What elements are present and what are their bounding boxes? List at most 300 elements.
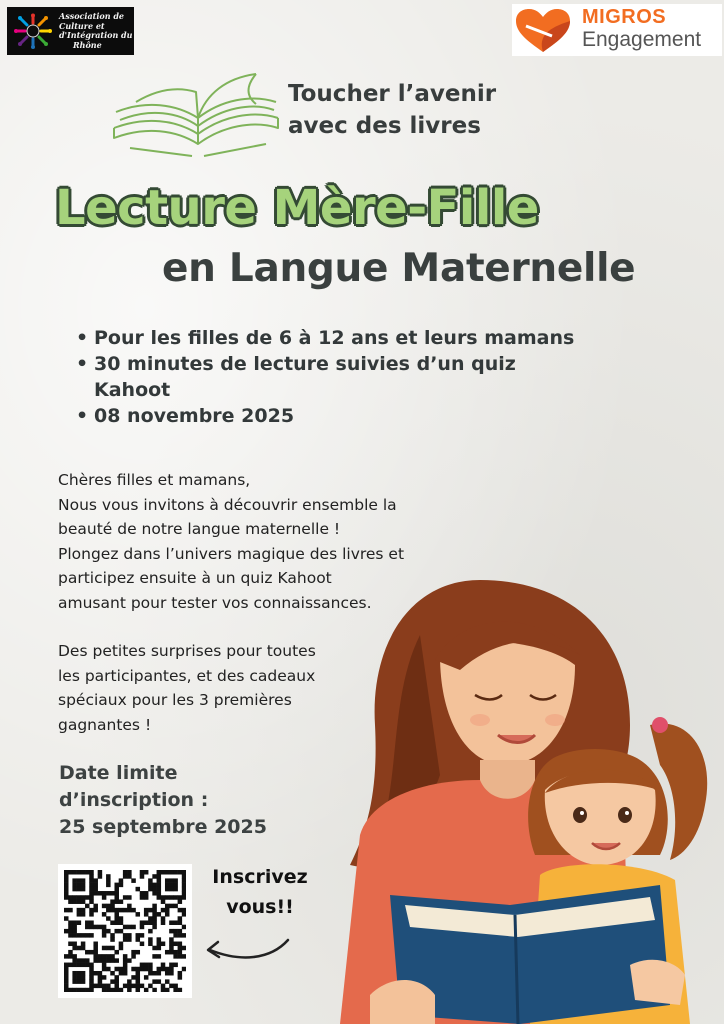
qr-module (161, 963, 166, 968)
qr-module (165, 895, 170, 900)
qr-module (72, 963, 77, 968)
qr-module (152, 883, 157, 888)
qr-module (106, 916, 111, 921)
qr-module (178, 954, 183, 959)
qr-module (102, 967, 107, 972)
qr-module (127, 984, 132, 989)
migros-brand-text: MIGROS (582, 6, 667, 28)
qr-module (102, 933, 107, 938)
qr-module (89, 984, 94, 989)
qr-module (182, 908, 186, 913)
qr-module (169, 895, 174, 900)
qr-module (72, 870, 77, 875)
qr-module (68, 933, 73, 938)
qr-module (173, 954, 178, 959)
qr-module (161, 870, 166, 875)
qr-module (72, 971, 77, 976)
letter-line: spéciaux pour les 3 premières (58, 691, 292, 709)
qr-module (178, 916, 183, 921)
qr-module (85, 950, 90, 955)
qr-module (81, 883, 86, 888)
qr-module (136, 979, 141, 984)
qr-module (106, 967, 111, 972)
qr-module (173, 895, 178, 900)
qr-module (93, 887, 98, 892)
qr-module (114, 979, 119, 984)
qr-module (106, 874, 111, 879)
qr-module (152, 988, 157, 992)
qr-module (106, 954, 111, 959)
qr-module (72, 883, 77, 888)
qr-module (140, 870, 145, 875)
qr-module (131, 954, 136, 959)
qr-module (110, 937, 115, 942)
qr-module (72, 954, 77, 959)
migros-engagement-logo (512, 4, 722, 56)
qr-module (64, 870, 69, 875)
letter-line: Des petites surprises pour toutes (58, 642, 316, 660)
qr-module (140, 963, 145, 968)
qr-module (119, 971, 124, 976)
qr-module (77, 975, 82, 980)
qr-module (72, 925, 77, 930)
qr-module (173, 929, 178, 934)
qr-module (144, 988, 149, 992)
qr-module (102, 946, 107, 951)
qr-module (119, 946, 124, 951)
qr-module (148, 878, 153, 883)
qr-module (165, 908, 170, 913)
qr-module (68, 925, 73, 930)
qr-module (161, 895, 166, 900)
migros-sub-text: Engagement (582, 28, 702, 51)
qr-module (165, 979, 170, 984)
qr-module (178, 929, 183, 934)
qr-module (169, 950, 174, 955)
qr-module (72, 895, 77, 900)
qr-module (157, 874, 162, 879)
qr-module (114, 958, 119, 963)
qr-module (157, 946, 162, 951)
qr-module (165, 878, 170, 883)
deadline-line: 25 septembre 2025 (59, 816, 267, 838)
qr-module (131, 975, 136, 980)
qr-module (178, 899, 183, 904)
qr-module (131, 984, 136, 989)
qr-module (110, 920, 115, 925)
qr-module (148, 908, 153, 913)
cta-line: vous!! (226, 896, 294, 918)
qr-module (136, 975, 141, 980)
qr-module (152, 979, 157, 984)
qr-module (93, 878, 98, 883)
qr-module (110, 954, 115, 959)
qr-module (68, 950, 73, 955)
qr-module (64, 984, 69, 989)
qr-module (77, 895, 82, 900)
qr-module (178, 971, 183, 976)
qr-module (89, 878, 94, 883)
qr-module (173, 920, 178, 925)
qr-module (72, 920, 77, 925)
qr-module (110, 946, 115, 951)
qr-module (81, 988, 86, 992)
qr-module (148, 887, 153, 892)
qr-module (89, 988, 94, 992)
qr-module (144, 908, 149, 913)
qr-module (114, 929, 119, 934)
qr-module (77, 883, 82, 888)
qr-module (89, 912, 94, 917)
qr-module (77, 988, 82, 992)
qr-module (152, 891, 157, 896)
qr-module (182, 895, 186, 900)
qr-module (123, 967, 128, 972)
qr-module (169, 984, 174, 989)
letter-line: les participantes, et des cadeaux (58, 666, 316, 685)
qr-module (152, 887, 157, 892)
qr-module (173, 883, 178, 888)
qr-module (72, 975, 77, 980)
qr-module (127, 937, 132, 942)
qr-module (89, 899, 94, 904)
qr-module (173, 942, 178, 947)
qr-module (114, 916, 119, 921)
qr-module (140, 891, 145, 896)
qr-module (178, 975, 183, 980)
qr-module (77, 946, 82, 951)
association-name-line: Culture et (59, 20, 105, 31)
qr-module (72, 933, 77, 938)
qr-module (64, 895, 69, 900)
qr-module (182, 883, 186, 888)
qr-module (89, 883, 94, 888)
qr-module (169, 967, 174, 972)
qr-module (81, 887, 86, 892)
qr-module (123, 895, 128, 900)
qr-module (64, 954, 69, 959)
qr-module (123, 954, 128, 959)
qr-module (98, 979, 103, 984)
subtitle: en Langue Maternelle (162, 246, 636, 291)
qr-module (93, 950, 98, 955)
qr-module (136, 971, 141, 976)
qr-module (136, 988, 141, 992)
qr-module (182, 878, 186, 883)
tagline-line: Toucher l’avenir (288, 81, 497, 107)
qr-module (106, 929, 111, 934)
qr-module (81, 870, 86, 875)
qr-module (98, 984, 103, 989)
qr-module (114, 883, 119, 888)
qr-module (102, 912, 107, 917)
deadline-line: Date limite (59, 762, 178, 784)
qr-module (131, 925, 136, 930)
qr-module (119, 916, 124, 921)
qr-module (144, 967, 149, 972)
qr-module (127, 925, 132, 930)
qr-module (152, 912, 157, 917)
qr-module (157, 895, 162, 900)
qr-module (144, 891, 149, 896)
qr-module (77, 878, 82, 883)
qr-module (106, 984, 111, 989)
qr-module (123, 937, 128, 942)
qr-module (152, 904, 157, 909)
qr-module (127, 895, 132, 900)
qr-module (77, 908, 82, 913)
qr-module (64, 971, 69, 976)
qr-module (81, 895, 86, 900)
qr-module (119, 899, 124, 904)
qr-module (102, 988, 107, 992)
qr-module (169, 883, 174, 888)
qr-module (110, 899, 115, 904)
qr-module (123, 933, 128, 938)
qr-module (173, 950, 178, 955)
qr-module (119, 883, 124, 888)
qr-module (102, 895, 107, 900)
qr-module (93, 946, 98, 951)
qr-module (169, 963, 174, 968)
qr-module (89, 950, 94, 955)
association-name (59, 12, 133, 50)
event-details-list (72, 325, 612, 429)
qr-module (98, 975, 103, 980)
signup-call-to-action (205, 862, 315, 922)
qr-module (152, 946, 157, 951)
qr-module (68, 988, 73, 992)
qr-module (110, 979, 115, 984)
qr-module (68, 954, 73, 959)
qr-module (157, 937, 162, 942)
qr-module (119, 920, 124, 925)
qr-module (169, 920, 174, 925)
qr-module (106, 891, 111, 896)
qr-module (136, 912, 141, 917)
qr-module (165, 971, 170, 976)
qr-module (157, 942, 162, 947)
qr-module (89, 874, 94, 879)
heart-logo-icon (512, 6, 574, 56)
qr-code[interactable] (58, 864, 192, 998)
qr-module (178, 942, 183, 947)
qr-module (64, 916, 69, 921)
qr-module (169, 937, 174, 942)
qr-module (182, 870, 186, 875)
tagline-line: avec des livres (288, 113, 481, 139)
qr-module (152, 916, 157, 921)
qr-module (161, 916, 166, 921)
qr-module (72, 988, 77, 992)
association-logo (7, 7, 134, 55)
qr-module (123, 908, 128, 913)
qr-module (165, 904, 170, 909)
qr-module (140, 933, 145, 938)
qr-module (140, 925, 145, 930)
qr-module (148, 963, 153, 968)
qr-module (102, 963, 107, 968)
qr-module (173, 870, 178, 875)
qr-module (136, 933, 141, 938)
list-item: • 08 novembre 2025 (72, 403, 612, 429)
qr-module (161, 984, 166, 989)
qr-module (178, 920, 183, 925)
association-name-line: d'Intégration du (59, 30, 133, 40)
qr-module (98, 925, 103, 930)
qr-module (173, 904, 178, 909)
qr-module (157, 883, 162, 888)
qr-module (85, 963, 90, 968)
qr-module (169, 929, 174, 934)
qr-module (173, 887, 178, 892)
qr-module (178, 988, 183, 992)
qr-module (178, 908, 183, 913)
letter-line: Chères filles et mamans, (58, 471, 251, 489)
qr-module (178, 946, 183, 951)
qr-module (110, 971, 115, 976)
qr-module (68, 929, 73, 934)
qr-module (106, 883, 111, 888)
qr-module (64, 963, 69, 968)
qr-module (77, 899, 82, 904)
qr-module (123, 963, 128, 968)
qr-module (157, 878, 162, 883)
qr-module (152, 920, 157, 925)
qr-module (102, 984, 107, 989)
association-name-line: Rhône (73, 39, 102, 50)
qr-module (148, 984, 153, 989)
qr-module (64, 874, 69, 879)
qr-module (152, 971, 157, 976)
qr-module (68, 920, 73, 925)
qr-module (114, 984, 119, 989)
qr-module (152, 954, 157, 959)
qr-module (114, 899, 119, 904)
qr-module (98, 958, 103, 963)
qr-module (148, 971, 153, 976)
qr-module (148, 883, 153, 888)
qr-module (161, 899, 166, 904)
qr-module (182, 925, 186, 930)
qr-module (81, 971, 86, 976)
qr-module (93, 984, 98, 989)
qr-module (114, 908, 119, 913)
letter-line: Plongez dans l’univers magique des livres et (58, 544, 405, 563)
qr-module (102, 925, 107, 930)
association-name-line: Association de (59, 11, 124, 21)
qr-module (89, 975, 94, 980)
qr-module (89, 870, 94, 875)
qr-module (102, 975, 107, 980)
qr-module (81, 963, 86, 968)
qr-module (165, 887, 170, 892)
qr-module (127, 874, 132, 879)
qr-module (165, 967, 170, 972)
qr-module (114, 891, 119, 896)
qr-module (81, 979, 86, 984)
qr-module (169, 971, 174, 976)
qr-module (173, 984, 178, 989)
qr-module (77, 979, 82, 984)
qr-module (165, 912, 170, 917)
qr-module (148, 929, 153, 934)
qr-module (102, 954, 107, 959)
qr-module (85, 958, 90, 963)
qr-module (72, 979, 77, 984)
qr-module (72, 887, 77, 892)
qr-module (89, 979, 94, 984)
qr-module (140, 967, 145, 972)
qr-module (77, 887, 82, 892)
qr-module (127, 870, 132, 875)
qr-module (157, 887, 162, 892)
qr-module (182, 891, 186, 896)
open-book-icon (106, 72, 282, 162)
qr-module (161, 920, 166, 925)
letter-line: Nous vous invitons à découvrir ensemble la (58, 495, 397, 514)
qr-module (93, 891, 98, 896)
qr-module (131, 950, 136, 955)
qr-module (77, 870, 82, 875)
qr-module (68, 963, 73, 968)
qr-module (127, 908, 132, 913)
qr-module (144, 975, 149, 980)
qr-module (106, 908, 111, 913)
qr-module (182, 946, 186, 951)
qr-module (169, 887, 174, 892)
qr-module (157, 870, 162, 875)
qr-module (81, 975, 86, 980)
letter-line: beauté de notre langue maternelle ! (58, 520, 341, 538)
qr-module (85, 920, 90, 925)
qr-module (136, 984, 141, 989)
qr-module (148, 920, 153, 925)
qr-module (81, 946, 86, 951)
qr-module (136, 967, 141, 972)
qr-module (161, 942, 166, 947)
qr-module (64, 878, 69, 883)
list-item: • Pour les filles de 6 à 12 ans et leurs mamans (72, 325, 612, 351)
letter-line: participez ensuite à un quiz Kahoot (58, 569, 332, 587)
qr-module (98, 874, 103, 879)
qr-module (77, 963, 82, 968)
qr-module (114, 988, 119, 992)
qr-module (169, 942, 174, 947)
qr-module (81, 942, 86, 947)
qr-module (140, 895, 145, 900)
qr-module (165, 883, 170, 888)
qr-module (72, 958, 77, 963)
association-emblem-icon (11, 13, 55, 49)
qr-module (182, 967, 186, 972)
qr-module (182, 887, 186, 892)
qr-module (157, 979, 162, 984)
qr-module (98, 971, 103, 976)
qr-module (81, 899, 86, 904)
qr-module (98, 870, 103, 875)
qr-module (178, 895, 183, 900)
qr-module (93, 971, 98, 976)
qr-module (140, 942, 145, 947)
qr-module (110, 908, 115, 913)
qr-module (102, 958, 107, 963)
qr-module (169, 946, 174, 951)
qr-module (173, 963, 178, 968)
qr-module (85, 904, 90, 909)
qr-module (102, 904, 107, 909)
qr-module (123, 958, 128, 963)
